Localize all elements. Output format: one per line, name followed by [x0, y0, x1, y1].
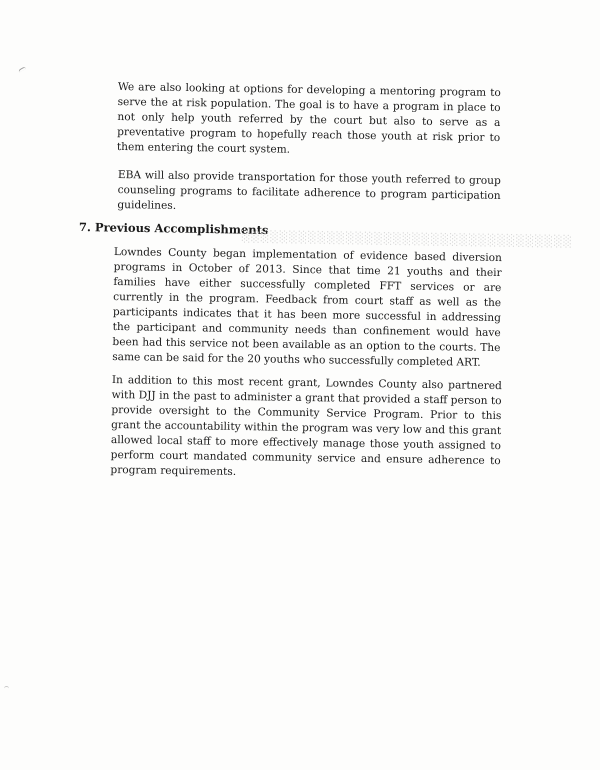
lowndes-diversion-paragraph: Lowndes County began implementation of evidence based diversion programs in October of 2013. Since that time 21 youths and their families have either successfully completed FFT services or are currently in the program. Feedback from court staff as well as the participants indicates that it has been more successful in addressing the participant and community needs than confinement would have been had this service not been available as an option to the courts. The same can be said for the 20 youths who successfully completed ART. — [112, 245, 502, 369]
scan-mark — [4, 686, 9, 689]
djj-partnership-paragraph: In addition to this most recent grant, Lowndes County also partnered with DJJ in the past to administer a grant that provided a staff person to provide oversight to the Community Service Program. Prior to this grant the accountability within the program was very low and this grant allowed local staff to more effectively manage those youth assigned to perform court mandated community service and ensure adherence to program requirements. — [110, 373, 502, 478]
section-heading: 7. Previous Accomplishments — [78, 220, 269, 237]
scan-mark — [18, 66, 26, 73]
mentoring-paragraph: We are also looking at options for developing a mentoring program to serve the at risk population. The goal is to have a program in place to not only help youth referred by the court but also to serve as a preventative program to hopefully reach those youth at risk prior to them entering the court system. — [116, 80, 501, 156]
bleed-through-text: ░░░░░░░░░░░░░░░░░░░░░░░░░░░░░░░░░░░ — [241, 230, 574, 249]
transportation-paragraph: EBA will also provide transportation for those youth referred to group counseling programs to facilitate adherence to program participation guidelines. — [117, 168, 501, 212]
